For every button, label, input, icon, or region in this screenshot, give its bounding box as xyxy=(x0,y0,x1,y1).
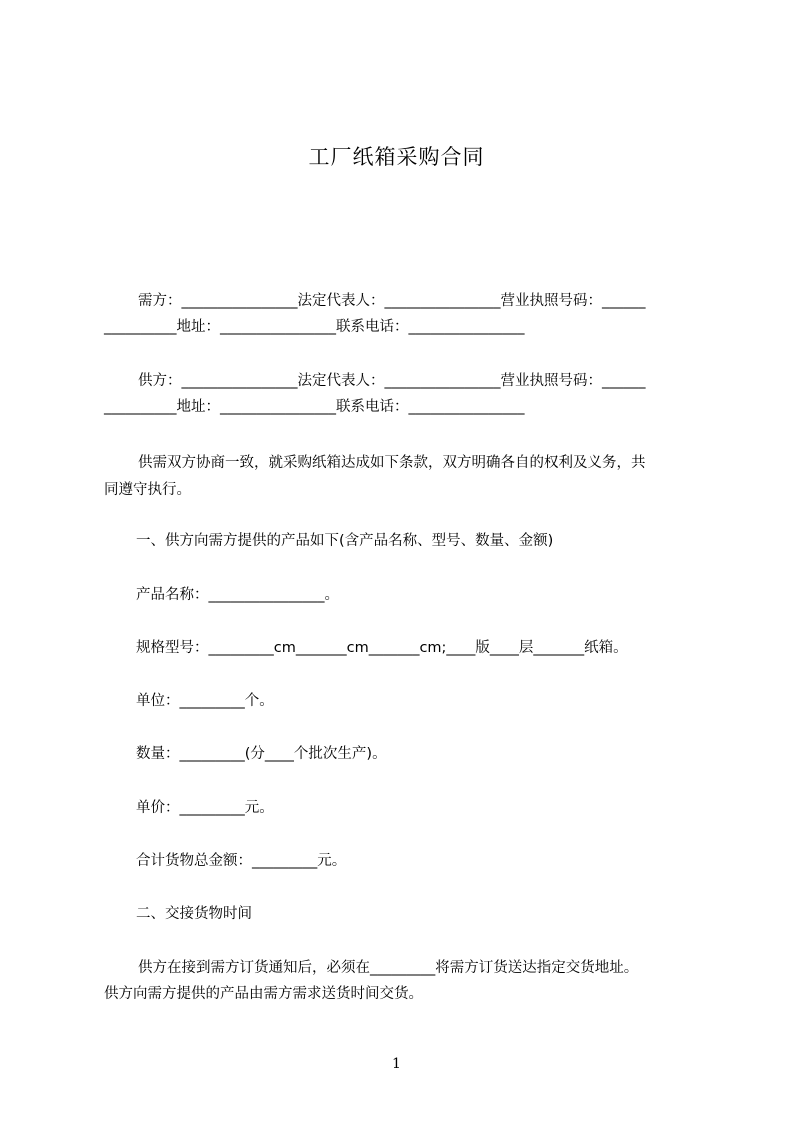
intro-paragraph-line-1: 供需双方协商一致，就采购纸箱达成如下条款，双方明确各自的权利及义务，共 xyxy=(138,455,646,471)
quantity-line: 数量：_________(分____个批次生产)。 xyxy=(136,746,387,762)
section-heading-products: 一、供方向需方提供的产品如下(含产品名称、型号、数量、金额) xyxy=(136,533,554,549)
unit-line: 单位：_________个。 xyxy=(136,693,274,709)
document-title: 工厂纸箱采购合同 xyxy=(308,145,485,169)
buyer-info-line-2: __________地址：________________联系电话：________________ xyxy=(104,319,525,335)
product-name-line: 产品名称：________________。 xyxy=(136,587,339,603)
intro-paragraph-line-2: 同遵守执行。 xyxy=(104,482,191,498)
page-number: 1 xyxy=(392,1056,401,1072)
spec-line: 规格型号：_________cm_______cm_______cm;____版____层_______纸箱。 xyxy=(136,640,628,656)
delivery-paragraph-line-1: 供方在接到需方订货通知后，必须在_________将需方订货送达指定交货地址。 xyxy=(138,960,639,976)
section-heading-delivery: 二、交接货物时间 xyxy=(136,906,252,922)
delivery-paragraph-line-2: 供方向需方提供的产品由需方需求送货时间交货。 xyxy=(104,986,423,1002)
unit-price-line: 单价：_________元。 xyxy=(136,800,274,816)
total-amount-line: 合计货物总金额：_________元。 xyxy=(136,853,347,869)
buyer-info-line-1: 需方：________________法定代表人：________________营业执照号码：______ xyxy=(138,293,646,309)
supplier-info-line-1: 供方：________________法定代表人：________________营业执照号码：______ xyxy=(138,373,646,389)
supplier-info-line-2: __________地址：________________联系电话：________________ xyxy=(104,399,525,415)
